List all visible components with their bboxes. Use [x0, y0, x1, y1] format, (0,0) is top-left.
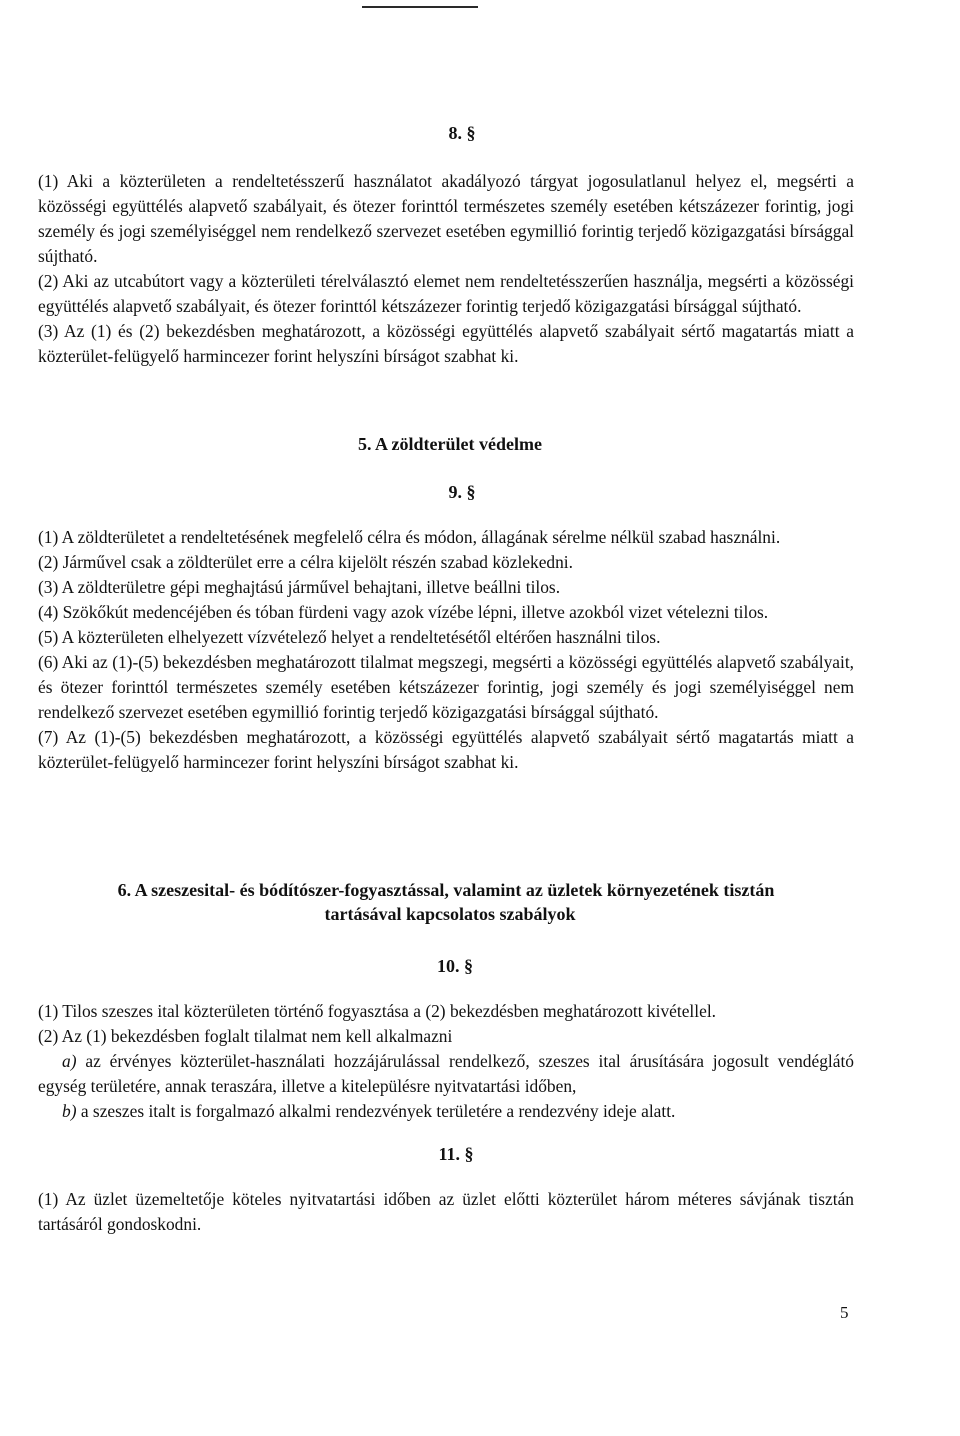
section-9-paragraph-1: (1) A zöldterületet a rendeltetésének megfelelő célra és módon, állagának sérelme nélkül szabad használni.	[38, 527, 781, 547]
section-9-paragraph-7: (7) Az (1)-(5) bekezdésben meghatározott, a közösségi együttélés alapvető szabályait sértő magatartás miatt a közterület-felügyelő harmincezer forint helyszíni bírságot szabhat ki.	[38, 727, 854, 772]
item-a-text: az érvényes közterület-használati hozzájárulással rendelkező, szeszes ital árusítására jogosult vendéglátó egység területére, annak teraszára, illetve a kitelepülésre nyitvatartási időben,	[38, 1051, 854, 1096]
section-9-body	[38, 525, 854, 775]
section-10-item-a	[38, 1049, 854, 1099]
section-10-item-b	[38, 1099, 854, 1124]
chapter-6-title-line-2: tartásával kapcsolatos szabályok	[324, 904, 576, 924]
section-8-paragraph-3: (3) Az (1) és (2) bekezdésben meghatározott, a közösségi együttélés alapvető szabályait sértő magatartás miatt a közterület-felügyelő harmincezer forint helyszíni bírságot szabhat ki.	[38, 321, 854, 366]
section-8-body	[38, 169, 854, 369]
section-10	[38, 954, 854, 978]
section-8-heading: 8. §	[448, 123, 476, 143]
chapter-6	[38, 878, 854, 926]
item-a-label: a)	[62, 1051, 77, 1071]
section-11-body	[38, 1187, 854, 1237]
section-10-heading: 10. §	[437, 956, 473, 976]
section-9-paragraph-6: (6) Aki az (1)-(5) bekezdésben meghatározott tilalmat megszegi, megsérti a közösségi együttélés alapvető szabályait, és ötezer forinttól természetes személy esetében kétszázezer forintig, jogi személy és jogi személyiséggel nem rendelkező szervezet esetében egymillió forintig terjedő közigazgatási bírsággal sújtható.	[38, 652, 854, 722]
section-10-paragraph-2: (2) Az (1) bekezdésben foglalt tilalmat nem kell alkalmazni	[38, 1026, 453, 1046]
section-9-paragraph-3: (3) A zöldterületre gépi meghajtású járművel behajtani, illetve beállni tilos.	[38, 577, 561, 597]
section-9	[38, 480, 854, 504]
section-8-paragraph-1: (1) Aki a közterületen a rendeltetésszerű használatot akadályozó tárgyat jogosulatlanul helyez el, megsérti a közösségi együttélés alapvető szabályait, és ötezer forinttól természetes személy esetében kétszázezer forintig, jogi személy és jogi személyiséggel nem rendelkező szervezet esetében egymillió forintig terjedő közigazgatási bírsággal sújtható.	[38, 171, 854, 266]
chapter-6-title-line-1: 6. A szeszesital- és bódítószer-fogyasztással, valamint az üzletek környezetének tisztán	[117, 880, 775, 900]
item-b-label: b)	[62, 1101, 77, 1121]
section-11-heading: 11. §	[438, 1144, 474, 1164]
section-8-paragraph-2: (2) Aki az utcabútort vagy a közterületi térelválasztó elemet nem rendeltetésszerűen használja, megsérti a közösségi együttélés alapvető szabályait, és ötezer forinttól kétszázezer forintig terjedő közigazgatási bírsággal sújtható.	[38, 271, 854, 316]
section-11-paragraph-1: (1) Az üzlet üzemeltetője köteles nyitvatartási időben az üzlet előtti közterület három méteres sávjának tisztán tartásáról gondoskodni.	[38, 1189, 854, 1234]
top-rule	[362, 6, 478, 8]
page-number: 5	[840, 1303, 849, 1322]
section-9-paragraph-5: (5) A közterületen elhelyezett vízvételező helyet a rendeltetésétől eltérően használni tilos.	[38, 627, 661, 647]
section-9-paragraph-2: (2) Járművel csak a zöldterület erre a célra kijelölt részén szabad közlekedni.	[38, 552, 573, 572]
section-11	[38, 1142, 854, 1166]
chapter-5-title: 5. A zöldterület védelme	[358, 434, 542, 454]
item-b-text: a szeszes italt is forgalmazó alkalmi rendezvények területére a rendezvény ideje alatt.	[80, 1101, 676, 1121]
section-9-paragraph-4: (4) Szökőkút medencéjében és tóban fürdeni vagy azok vízébe lépni, illetve azokból vizet vételezni tilos.	[38, 602, 769, 622]
chapter-5	[38, 432, 854, 456]
section-8	[38, 121, 854, 145]
section-10-body	[38, 999, 854, 1124]
section-9-heading: 9. §	[448, 482, 476, 502]
section-10-paragraph-1: (1) Tilos szeszes ital közterületen történő fogyasztása a (2) bekezdésben meghatározott kivétellel.	[38, 1001, 716, 1021]
